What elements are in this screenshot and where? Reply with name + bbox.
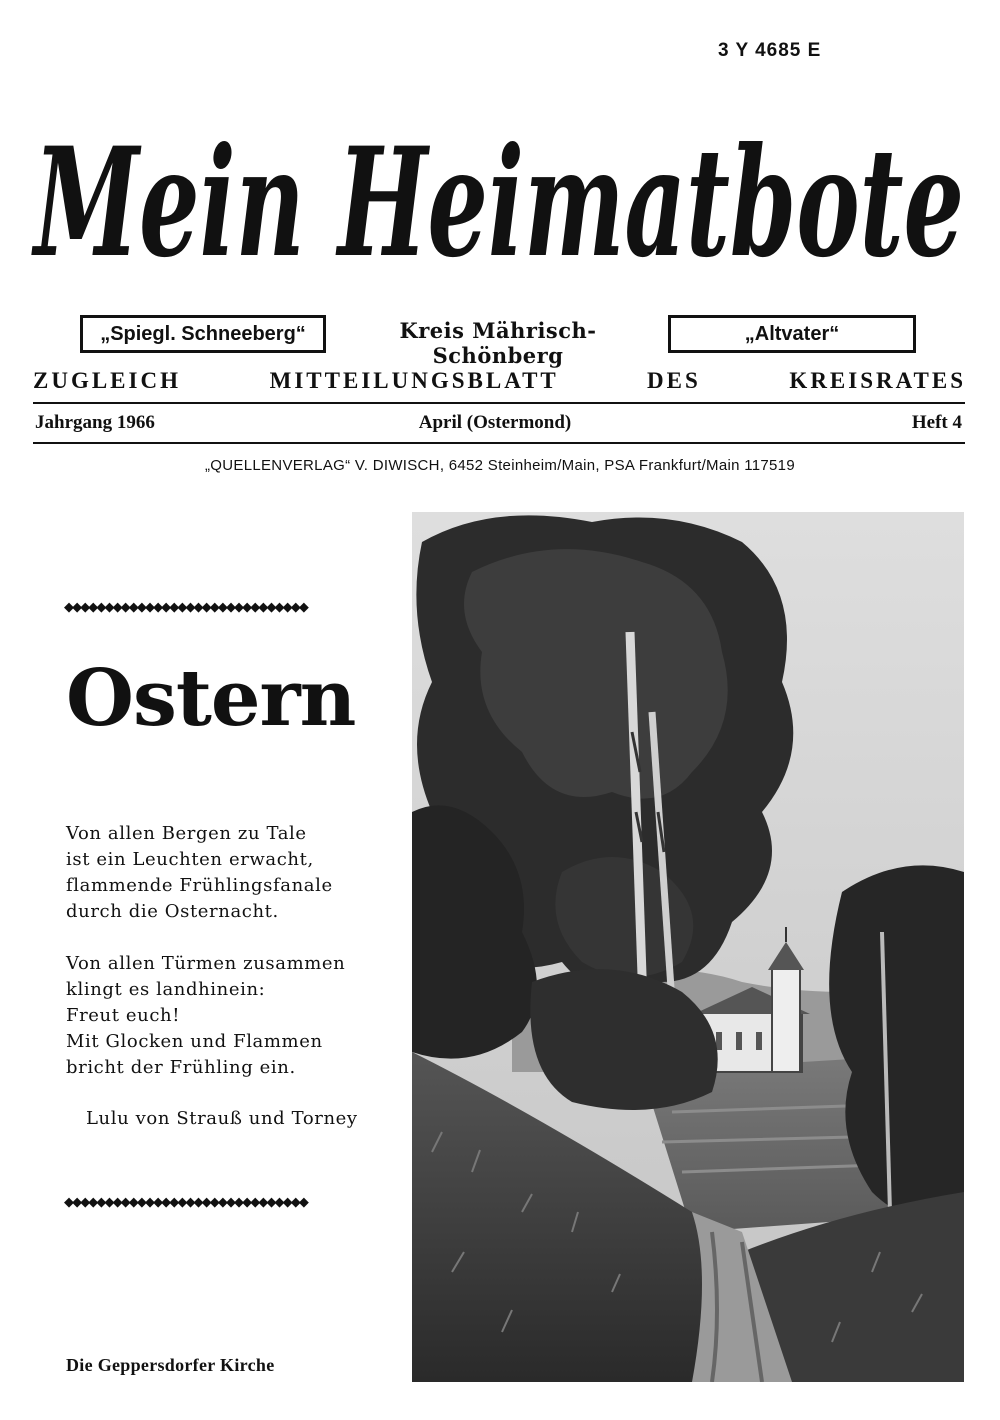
poem-line: Von allen Bergen zu Tale	[66, 823, 307, 844]
poem-line: Von allen Türmen zusammen	[66, 953, 346, 974]
masthead-title	[22, 70, 977, 300]
diamond-divider-bottom: ◆◆◆◆◆◆◆◆◆◆◆◆◆◆◆◆◆◆◆◆◆◆◆◆◆◆◆◆◆◆	[64, 1196, 307, 1210]
poem-stanza-2	[66, 951, 345, 1081]
publisher-line: „QUELLENVERLAG“ V. DIWISCH, 6452 Steinheim/Main, PSA Frankfurt/Main 117519	[205, 457, 795, 474]
poem-line: durch die Osternacht.	[66, 901, 279, 922]
church-landscape-photo	[412, 512, 964, 1382]
divider-rule	[33, 402, 965, 404]
photo-caption: Die Geppersdorfer Kirche	[66, 1355, 275, 1375]
poem-line: Freut euch!	[66, 1005, 181, 1026]
subtitle-line: ZUGLEICH MITTEILUNGSBLATT DES KREISRATES	[33, 368, 966, 393]
poem-line: Mit Glocken und Flammen	[66, 1031, 323, 1052]
poem-line: klingt es landhinein:	[66, 979, 266, 1000]
kreis-label: Kreis Mährisch-Schönberg	[399, 318, 597, 368]
region-box-schneeberg: „Spiegl. Schneeberg“	[80, 315, 326, 353]
region-box-altvater: „Altvater“	[668, 315, 916, 353]
masthead-title-text: Mein Heimatbote	[30, 115, 964, 291]
jahrgang-label: Jahrgang 1966	[35, 412, 155, 433]
issue-number: Heft 4	[911, 412, 962, 433]
poem-stanza-1	[66, 821, 333, 925]
poem-author: Lulu von Strauß und Torney	[86, 1108, 358, 1129]
divider-rule	[33, 442, 965, 444]
poem-line: flammende Frühlingsfanale	[66, 875, 333, 896]
poem-line: bricht der Frühling ein.	[66, 1057, 296, 1078]
month-label: April (Ostermond)	[418, 412, 572, 433]
diamond-divider-top: ◆◆◆◆◆◆◆◆◆◆◆◆◆◆◆◆◆◆◆◆◆◆◆◆◆◆◆◆◆◆	[64, 601, 307, 615]
poem-line: ist ein Leuchten erwacht,	[66, 849, 314, 870]
poem-title: Ostern	[66, 653, 356, 744]
issue-code: 3 Y 4685 E	[718, 40, 822, 61]
